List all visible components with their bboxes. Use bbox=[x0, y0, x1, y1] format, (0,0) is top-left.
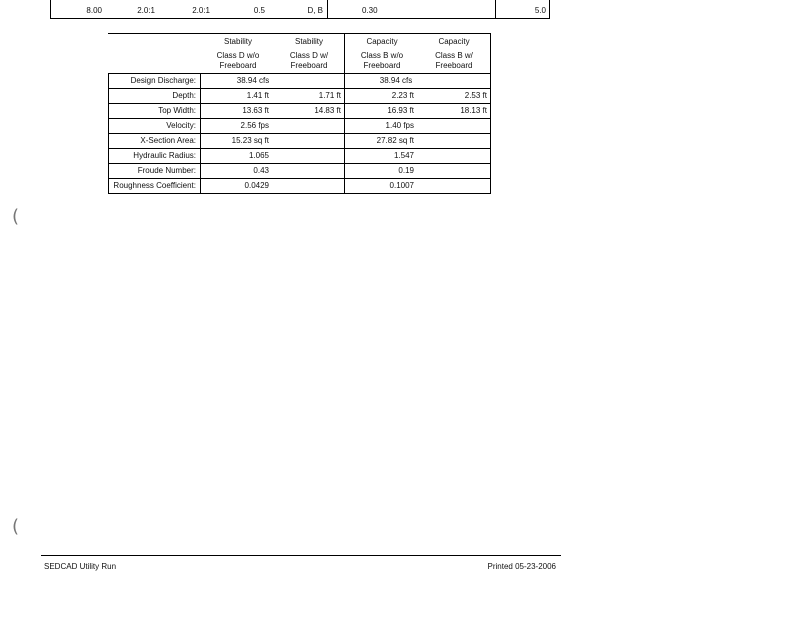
top-row-right-border bbox=[549, 0, 550, 19]
row-value-stability: 0.43 bbox=[253, 166, 269, 175]
header-capacity-with-freeboard: Capacity Class B w/ Freeboard bbox=[435, 37, 473, 70]
table-row-divider bbox=[108, 163, 491, 164]
row-label: Design Discharge: bbox=[130, 76, 196, 85]
punch-hole-icon: ( bbox=[12, 206, 20, 227]
row-value-capacity: 1.547 bbox=[393, 151, 414, 160]
table-row-divider bbox=[108, 118, 491, 119]
table-row-divider bbox=[108, 103, 491, 104]
header-stability-without-freeboard: Stability Class D w/o Freeboard bbox=[216, 37, 260, 70]
top-row-bottom-border bbox=[50, 18, 550, 19]
footer-left-text: SEDCAD Utility Run bbox=[44, 562, 117, 571]
table-row-divider bbox=[108, 88, 491, 89]
table-label-divider bbox=[200, 73, 201, 193]
top-row-cell: 0.5 bbox=[253, 6, 265, 15]
row-value-capacity: 0.1007 bbox=[389, 181, 414, 190]
top-row-cell: 8.00 bbox=[86, 6, 102, 15]
row-value-stability: 38.94 cfs bbox=[236, 76, 270, 85]
row-value-capacity: 16.93 ft bbox=[387, 106, 414, 115]
top-row-divider bbox=[327, 0, 328, 19]
table-right-border bbox=[490, 33, 491, 193]
row-value-capacity-freeboard: 2.53 ft bbox=[464, 91, 487, 100]
row-label: Velocity: bbox=[166, 121, 196, 130]
top-row-divider bbox=[495, 0, 496, 19]
row-value-capacity: 1.40 fps bbox=[385, 121, 414, 130]
row-label: X-Section Area: bbox=[140, 136, 196, 145]
row-value-capacity: 27.82 sq ft bbox=[376, 136, 414, 145]
row-value-stability: 15.23 sq ft bbox=[231, 136, 269, 145]
row-value-capacity-freeboard: 18.13 ft bbox=[460, 106, 487, 115]
row-value-stability: 0.0429 bbox=[244, 181, 269, 190]
row-label: Top Width: bbox=[158, 106, 196, 115]
top-row-cell: 5.0 bbox=[534, 6, 546, 15]
top-row-left-border bbox=[50, 0, 51, 19]
row-label: Depth: bbox=[172, 91, 196, 100]
row-value-capacity: 38.94 cfs bbox=[379, 76, 413, 85]
row-value-stability: 2.56 fps bbox=[240, 121, 269, 130]
top-row-cell: 2.0:1 bbox=[137, 6, 155, 15]
table-left-border bbox=[108, 73, 109, 193]
table-group-divider bbox=[344, 33, 345, 193]
punch-hole-icon: ( bbox=[12, 516, 20, 537]
top-row-cell: 0.30 bbox=[362, 6, 378, 15]
row-value-stability-freeboard: 1.71 ft bbox=[318, 91, 341, 100]
table-row-divider bbox=[108, 133, 491, 134]
table-header-divider bbox=[108, 73, 491, 74]
header-stability-with-freeboard: Stability Class D w/ Freeboard bbox=[289, 37, 329, 70]
row-value-stability-freeboard: 14.83 ft bbox=[314, 106, 341, 115]
top-row-cell: 2.0:1 bbox=[192, 6, 210, 15]
table-row-divider bbox=[108, 178, 491, 179]
row-label: Hydraulic Radius: bbox=[133, 151, 196, 160]
row-value-capacity: 0.19 bbox=[398, 166, 414, 175]
row-value-stability: 1.41 ft bbox=[246, 91, 269, 100]
table-row-divider bbox=[108, 148, 491, 149]
row-value-stability: 13.63 ft bbox=[242, 106, 269, 115]
header-capacity-without-freeboard: Capacity Class B w/o Freeboard bbox=[360, 37, 404, 70]
table-top-border bbox=[108, 33, 491, 34]
footer-right-text: Printed 05-23-2006 bbox=[487, 562, 556, 571]
row-value-capacity: 2.23 ft bbox=[391, 91, 414, 100]
table-bottom-border bbox=[108, 193, 491, 194]
row-label: Froude Number: bbox=[137, 166, 196, 175]
row-value-stability: 1.065 bbox=[248, 151, 269, 160]
row-label: Roughness Coefficient: bbox=[113, 181, 196, 190]
top-row-cell: D, B bbox=[307, 6, 323, 15]
footer-rule bbox=[41, 555, 561, 556]
